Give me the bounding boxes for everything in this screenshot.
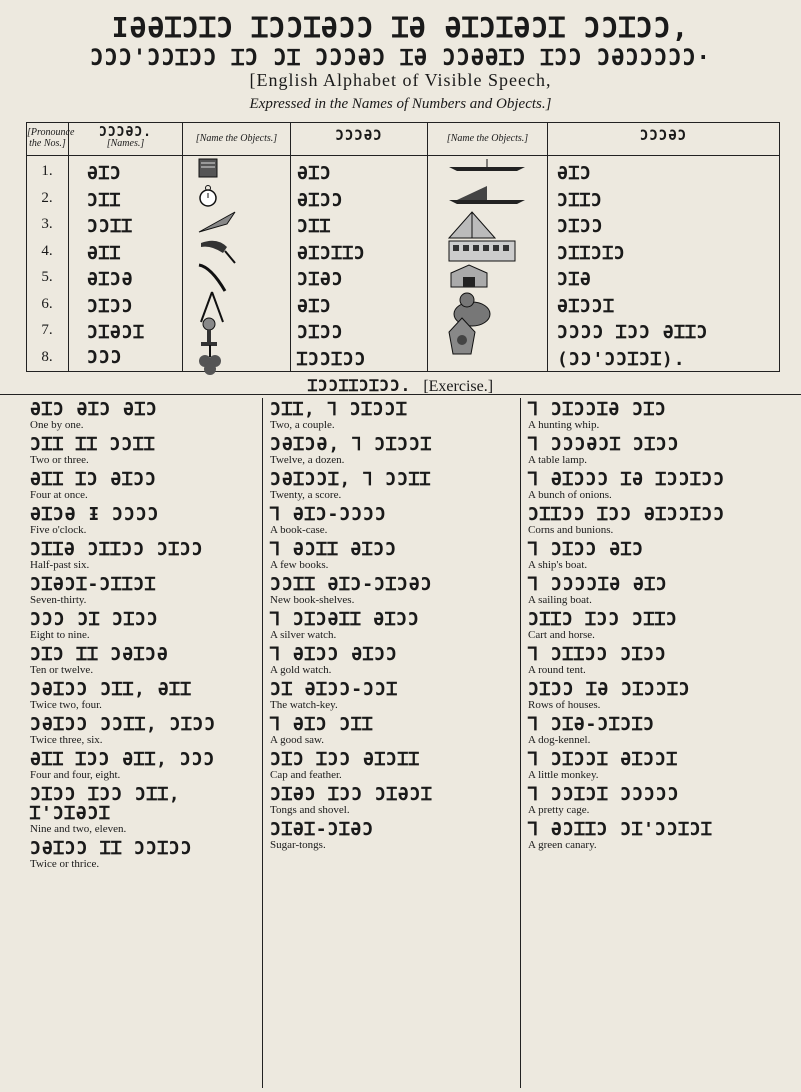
exercise-phrase-en: Two or three. (30, 454, 89, 466)
exercise-phrase-vs: Ꞁ ƏꞮƆƆƆ ꞮƏ ꞮƆƆꞮƆƆ (528, 469, 726, 490)
exercise-phrase-en: Corns and bunions. (528, 524, 614, 536)
exercise-heading-vs: ꞮƆƆꞮꞮƆꞮƆƆ. (307, 376, 412, 395)
exercise-phrase-vs: Ꞁ ƆꞮƏ-ƆꞮƆꞮƆ (528, 714, 655, 735)
row-number: 3. (41, 216, 53, 232)
exercise-phrase-vs: ƆƆƆ ƆꞮ ƆꞮƆƆ (30, 609, 159, 630)
exercise-phrase-en: Sugar-tongs. (270, 839, 326, 851)
feather-icon (197, 210, 237, 239)
col-header-names-vs-2: ƆƆƆƏƆ (335, 128, 383, 144)
exercise-phrase-vs: ƏꞮƆ ƏꞮƆ ƏꞮƆ (30, 399, 158, 420)
exercise-phrase-en: Seven-thirty. (30, 594, 87, 606)
exercise-phrase-en: Rows of houses. (528, 699, 601, 711)
object-name: ƏꞮƆ (297, 295, 332, 317)
exercise-phrase-en: A ship's boat. (528, 559, 588, 571)
exercise-phrase-vs: Ꞁ ƆꞮƆƏꞮꞮ ƏꞮƆƆ (270, 609, 420, 630)
exercise-phrase-vs: Ꞁ ƏƆꞮꞮƆ ƆꞮ'ƆƆꞮƆꞮ (528, 819, 713, 840)
col-header-names-en: [Names.] (106, 138, 145, 149)
exercise-phrase-vs: ƏꞮƆƏ Ɨ ƆƆƆƆ (30, 504, 160, 525)
row-number: 8. (41, 348, 53, 365)
exercise-phrase-vs: ƆꞮꞮ, Ꞁ ƆꞮƆƆꞮ (270, 399, 408, 420)
number-name: ƆƆƆ (87, 346, 123, 368)
exercise-phrase-en: Cap and feather. (270, 769, 342, 781)
exercise-phrase-vs: ƆꞮꞮƏ ƆꞮꞮƆƆ ƆꞮƆƆ (30, 539, 204, 560)
exercise-phrase-vs: Ꞁ ƆƆƆƆꞮƏ ƏꞮƆ (528, 574, 668, 595)
row-number: 2. (41, 189, 53, 206)
exercise-phrase-en: A good saw. (270, 734, 324, 746)
object-name: ꞮƆƆꞮƆƆ (297, 348, 367, 370)
exercise-phrase-en: Twice three, six. (30, 734, 103, 746)
exercise-phrase-vs: ƆꞮƏƆ ꞮƆƆ ƆꞮƏƆꞮ (270, 784, 433, 805)
exercise-phrase-en: A pretty cage. (528, 804, 590, 816)
object-name: ƏꞮƆꞮꞮƆ (297, 242, 366, 264)
exercise-phrase-vs: Ꞁ ƏꞮƆƆ ƏꞮƆƆ (270, 644, 398, 665)
exercise-phrase-en: A hunting whip. (528, 419, 600, 431)
exercise-column-2 (270, 400, 510, 855)
exercise-phrase-vs: Ꞁ ƏƆꞮꞮ ƏꞮƆƆ (270, 539, 397, 560)
exercise-phrase-en: A dog-kennel. (528, 734, 591, 746)
exercise-phrase-en: New book-shelves. (270, 594, 355, 606)
exercise-phrase-en: A bunch of onions. (528, 489, 612, 501)
exercise-phrase-vs: ƆꞮƆƆ ꞮƆƆ ƆꞮꞮ, Ɪ'ƆꞮƏƆꞮ (30, 784, 181, 824)
number-name: ƆꞮꞮ (87, 189, 121, 211)
col-header-pronounce: [Pronounce the Nos.] (27, 127, 75, 149)
exercise-phrase-vs: ƆƏꞮƆƆ ꞮꞮ ƆƆꞮƆƆ (30, 838, 193, 859)
number-name: ƏꞮꞮ (87, 242, 121, 264)
object-name: ƆꞮƆƆ (297, 322, 344, 343)
exercise-phrase-vs: ƆƆꞮꞮ ƏꞮƆ-ƆꞮƆƏƆ (270, 574, 433, 595)
exercise-phrase-en: Half-past six. (30, 559, 90, 571)
alphabet-table (26, 122, 780, 372)
exercise-phrase-vs: ƆꞮƏꞮ-ƆꞮƏƆ (270, 819, 375, 840)
exercise-phrase-en: Four and four, eight. (30, 769, 121, 781)
object-name: ƏꞮƆƆ (297, 189, 344, 211)
divider (0, 394, 801, 395)
col-header-objects-2: [Name the Objects.] (446, 133, 529, 144)
exercise-phrase-en: Cart and horse. (528, 629, 595, 641)
number-name: ƏꞮƆ (87, 163, 122, 184)
object-name: ƆꞮꞮ (297, 216, 331, 237)
row-number: 6. (41, 295, 53, 312)
exercise-phrase-vs: Ꞁ ƏꞮƆ-ƆƆƆƆ (270, 504, 387, 525)
boat-icon (447, 184, 527, 211)
exercise-phrase-vs: Ꞁ ƆꞮƆƆꞮƏ ƆꞮƆ (528, 399, 667, 420)
number-name: ƏꞮƆƏ (87, 269, 134, 290)
exercise-phrase-en: A book-case. (270, 524, 328, 536)
object-name: (ƆƆ'ƆƆꞮƆꞮ). (557, 348, 686, 370)
col-header-names-vs-3: ƆƆƆƏƆ (639, 128, 688, 144)
exercise-phrase-en: Twelve, a dozen. (270, 454, 345, 466)
exercise-phrase-vs: ƏꞮꞮ ꞮƆ ƏꞮƆƆ (30, 469, 157, 490)
object-name: ƆƆƆƆ ꞮƆƆ ƏꞮꞮƆ (557, 322, 709, 343)
exercise-phrase-en: Four at once. (30, 489, 88, 501)
exercise-phrase-vs: ƆƏꞮƆƆ ƆꞮꞮ, ƏꞮꞮ (30, 679, 192, 700)
object-name: ƆꞮƏ (557, 269, 592, 290)
exercise-phrase-vs: Ꞁ ƆꞮꞮƆƆ ƆꞮƆƆ (528, 644, 667, 665)
exercise-phrase-vs: ƆƏꞮƆƏ, Ꞁ ƆꞮƆƆꞮ (270, 434, 432, 455)
canary-icon (447, 316, 477, 361)
exercise-phrase-vs: Ꞁ ƆƆꞮƆꞮ ƆƆƆƆƆ (528, 784, 680, 805)
object-name: ƏꞮƆ (297, 163, 332, 184)
object-name: ƆꞮƏƆ (297, 269, 344, 290)
exercise-heading-en: [Exercise.] (423, 378, 494, 395)
exercise-phrase-en: A little monkey. (528, 769, 599, 781)
exercise-phrase-vs: ƆꞮꞮƆƆ ꞮƆƆ ƏꞮƆƆꞮƆƆ (528, 504, 726, 525)
exercise-phrase-en: Eight to nine. (30, 629, 90, 641)
exercise-phrase-en: Twenty, a score. (270, 489, 342, 501)
exercise-phrase-en: A round tent. (528, 664, 586, 676)
exercise-phrase-vs: Ꞁ ƏꞮƆ ƆꞮꞮ (270, 714, 374, 735)
ship-icon (447, 157, 527, 176)
exercise-column-1 (30, 400, 255, 874)
row-number: 5. (41, 269, 53, 285)
divider (520, 398, 521, 1088)
exercise-phrase-en: Nine and two, eleven. (30, 823, 127, 835)
exercise-phrase-vs: ƆꞮꞮƆ ꞮƆƆ ƆꞮꞮƆ (528, 609, 678, 630)
object-name: ƏꞮƆ (557, 163, 592, 184)
exercise-phrase-en: Tongs and shovel. (270, 804, 350, 816)
exercise-phrase-vs: ƆꞮꞮ ꞮꞮ ƆƆꞮꞮ (30, 434, 156, 455)
exercise-phrase-en: Ten or twelve. (30, 664, 94, 676)
exercise-phrase-vs: Ꞁ ƆꞮƆƆꞮ ƏꞮƆƆꞮ (528, 749, 678, 770)
vs-title-line-1: IƏƏꞮƆꞮƆ ꞮƆƆꞮƏƆƆ ꞮƏ ƏꞮƆꞮƏƆꞮ ƆƆꞮƆƆ, (111, 11, 690, 44)
exercise-phrase-vs: ƆꞮƏƆꞮ-ƆꞮꞮƆꞮ (30, 574, 157, 595)
exercise-phrase-vs: ƆꞮƆƆ ꞮƏ ƆꞮƆƆꞮƆ (528, 679, 691, 700)
exercise-phrase-vs: ƆƏꞮƆƆꞮ, Ꞁ ƆƆꞮꞮ (270, 469, 431, 490)
object-name: ƏꞮƆƆꞮ (557, 295, 615, 317)
exercise-column-3 (528, 400, 778, 855)
exercise-phrase-vs: ƆꞮƆ ꞮƆƆ ƏꞮƆꞮꞮ (270, 749, 420, 770)
exercise-phrase-vs: Ꞁ ƆƆƆƏƆꞮ ƆꞮƆƆ (528, 434, 680, 455)
number-name: ƆꞮƏƆꞮ (87, 322, 145, 343)
exercise-phrase-en: A green canary. (528, 839, 597, 851)
exercise-phrase-en: Twice or thrice. (30, 858, 100, 870)
number-name: ƆƆꞮꞮ (87, 216, 133, 237)
english-title: [English Alphabet of Visible Speech, (249, 70, 552, 90)
col-header-names (69, 127, 182, 149)
exercise-phrase-vs: ƆꞮƆ ꞮꞮ ƆƏꞮƆƏ (30, 644, 169, 665)
exercise-phrase-en: The watch-key. (270, 699, 338, 711)
book-icon (197, 157, 219, 184)
col-header-objects-1: [Name the Objects.] (195, 133, 278, 144)
exercise-phrase-en: One by one. (30, 419, 84, 431)
exercise-phrase-en: Two, a couple. (270, 419, 335, 431)
object-name: ƆꞮƆƆ (557, 216, 604, 237)
exercise-phrase-vs: ƆƏꞮƆƆ ƆƆꞮꞮ, ƆꞮƆƆ (30, 714, 217, 735)
divider (262, 398, 263, 1088)
exercise-phrase-en: A table lamp. (528, 454, 587, 466)
exercise-phrase-en: Five o'clock. (30, 524, 87, 536)
row-number: 7. (41, 322, 53, 338)
exercise-phrase-en: A silver watch. (270, 629, 337, 641)
exercise-phrase-en: Twice two, four. (30, 699, 102, 711)
subtitle: Expressed in the Names of Numbers and Objects.] (249, 96, 552, 112)
exercise-phrase-en: A sailing boat. (528, 594, 592, 606)
row-number: 1. (41, 163, 53, 179)
exercise-phrase-vs: Ꞁ ƆꞮƆƆ ƏꞮƆ (528, 539, 644, 560)
col-header-names-vs: ƆƆƆƏƆ. (99, 125, 152, 140)
exercise-heading (0, 374, 801, 396)
number-name: ƆꞮƆƆ (87, 295, 134, 317)
vs-title-line-2: ƆƆƆ'ƆƆꞮƆƆ ꞮƆ ƆꞮ ƆƆƆƏƆ ꞮƏ ƆƆƏƏꞮƆ ꞮƆƆ ƆƏƆƆƆƆƆ· (90, 46, 711, 71)
exercise-phrase-en: A gold watch. (270, 664, 332, 676)
row-number: 4. (41, 242, 53, 259)
exercise-phrase-vs: ƆꞮ ƏꞮƆƆ-ƆƆꞮ (270, 679, 398, 700)
object-name: ƆꞮꞮƆꞮƆ (557, 242, 626, 264)
object-name: ƆꞮꞮƆ (557, 189, 603, 211)
exercise-phrase-vs: ƏꞮꞮ ꞮƆƆ ƏꞮꞮ, ƆƆƆ (30, 749, 216, 770)
watch-icon (197, 184, 219, 213)
exercise-phrase-en: A few books. (270, 559, 329, 571)
